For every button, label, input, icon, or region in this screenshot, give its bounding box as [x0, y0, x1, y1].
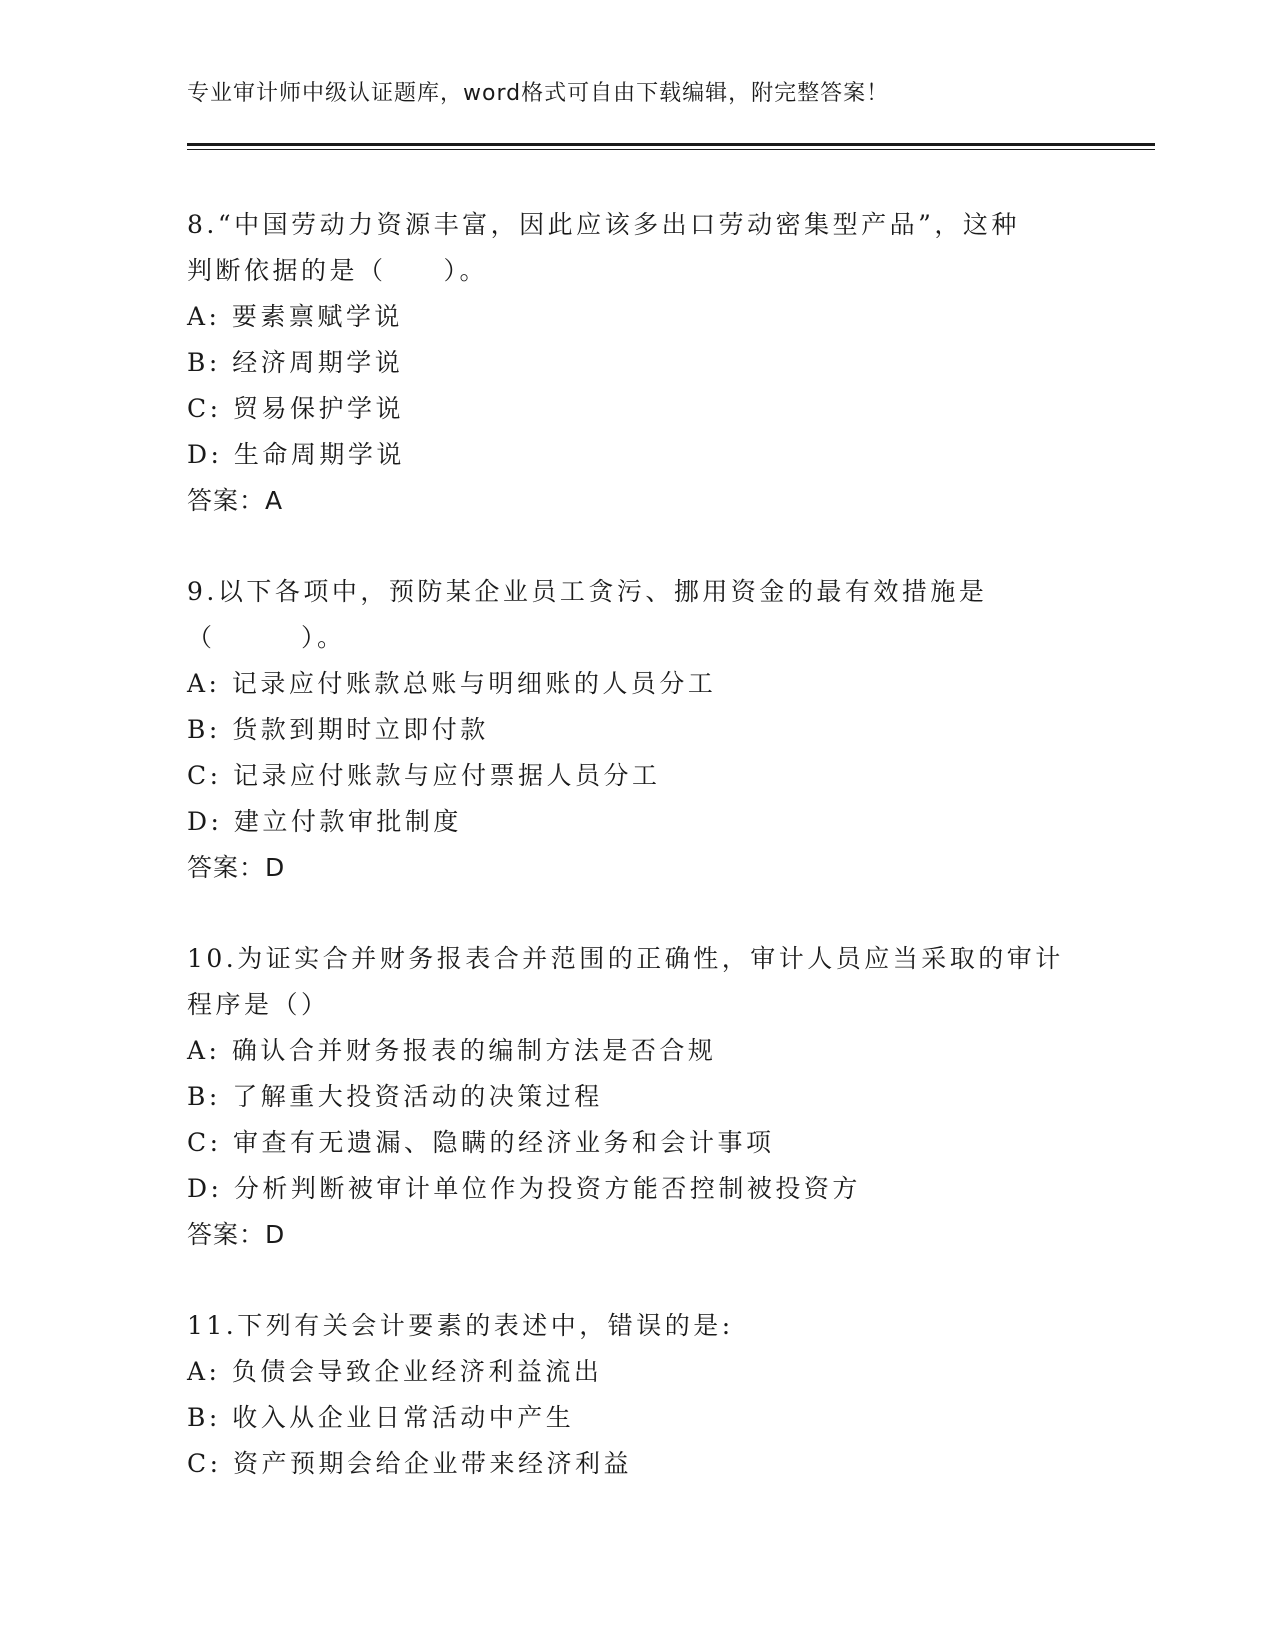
- option-a: A: 记录应付账款总账与明细账的人员分工: [187, 669, 717, 698]
- question-11: [187, 1303, 1087, 1487]
- option-c: C: 资产预期会给企业带来经济利益: [187, 1449, 632, 1478]
- answer: 答案：A: [187, 486, 284, 515]
- option-b: B: 经济周期学说: [187, 348, 404, 377]
- answer: 答案：D: [187, 1220, 286, 1249]
- page-header: 专业审计师中级认证题库，word格式可自由下载编辑，附完整答案！: [187, 81, 890, 106]
- question-stem-line: 9.以下各项中，预防某企业员工贪污、挪用资金的最有效措施是: [187, 577, 988, 606]
- question-list: [187, 202, 1087, 1532]
- option-d: D: 分析判断被审计单位作为投资方能否控制被投资方: [187, 1174, 861, 1203]
- question-stem-line: 11.下列有关会计要素的表述中，错误的是:: [187, 1311, 734, 1340]
- option-d: D: 生命周期学说: [187, 440, 405, 469]
- header-rule-thick: [187, 143, 1155, 146]
- question-9: [187, 569, 1087, 891]
- header-rule-thin: [187, 149, 1155, 150]
- question-stem-line: 程序是（）: [187, 990, 330, 1019]
- option-d: D: 建立付款审批制度: [187, 807, 462, 836]
- option-a: A: 确认合并财务报表的编制方法是否合规: [187, 1036, 717, 1065]
- option-b: B: 收入从企业日常活动中产生: [187, 1403, 575, 1432]
- answer: 答案：D: [187, 853, 286, 882]
- question-10: [187, 936, 1087, 1258]
- question-stem-line: （ ）。: [187, 623, 346, 652]
- option-c: C: 记录应付账款与应付票据人员分工: [187, 761, 661, 790]
- question-stem-line: 10.为证实合并财务报表合并范围的正确性，审计人员应当采取的审计: [187, 944, 1064, 973]
- option-c: C: 贸易保护学说: [187, 394, 404, 423]
- option-b: B: 货款到期时立即付款: [187, 715, 489, 744]
- question-stem-line: 判断依据的是（ ）。: [187, 256, 489, 285]
- option-a: A: 负债会导致企业经济利益流出: [187, 1357, 603, 1386]
- option-c: C: 审查有无遗漏、隐瞒的经济业务和会计事项: [187, 1128, 775, 1157]
- option-a: A: 要素禀赋学说: [187, 302, 403, 331]
- question-8: [187, 202, 1087, 524]
- question-stem-line: 8.“中国劳动力资源丰富，因此应该多出口劳动密集型产品”，这种: [187, 210, 1020, 239]
- option-b: B: 了解重大投资活动的决策过程: [187, 1082, 603, 1111]
